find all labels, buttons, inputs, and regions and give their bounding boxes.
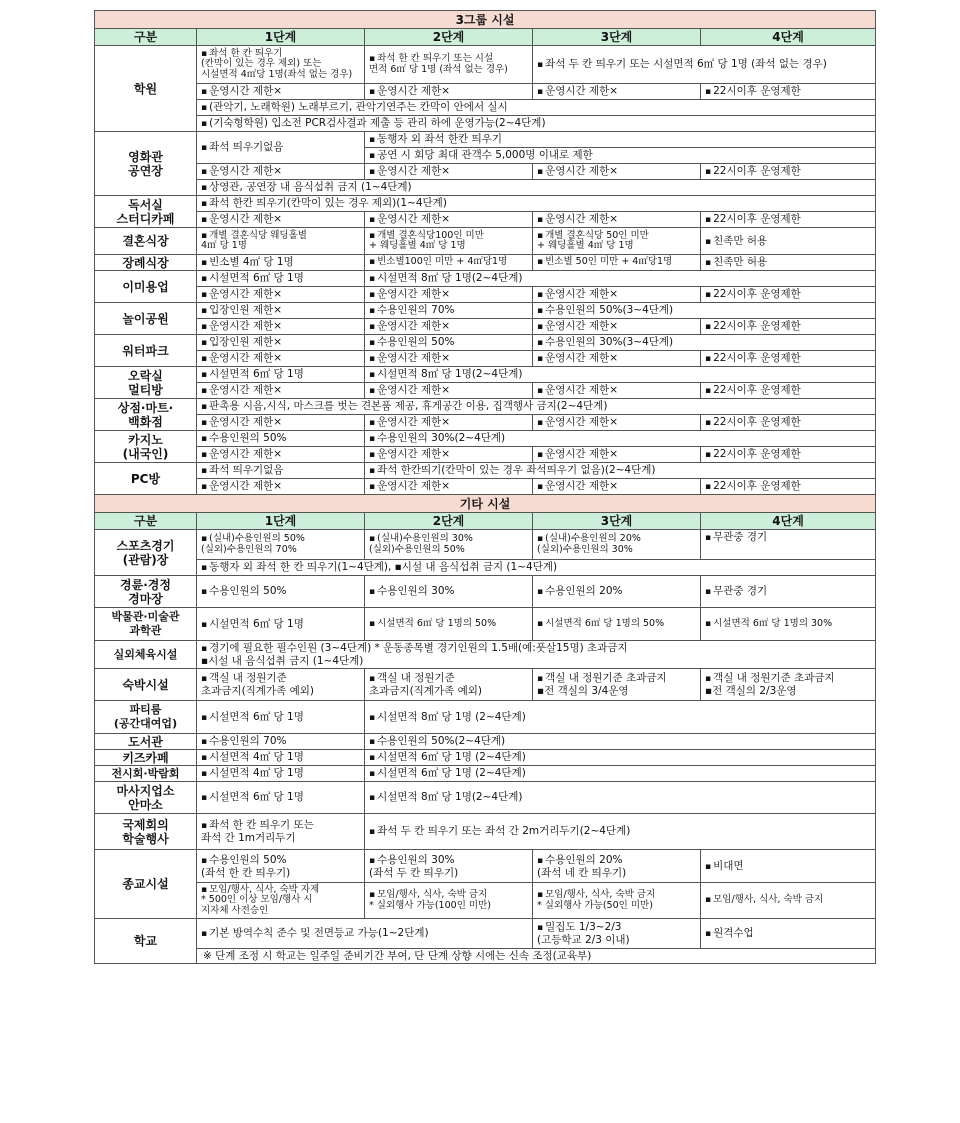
cell: ▪ 운영시간 제한× [365,479,533,495]
cell: ▪ (기숙형학원) 입소전 PCR검사결과 제출 등 관리 하에 운영가능(2~4단계) [197,116,876,132]
cell: ▪ 운영시간 제한× [365,447,533,463]
cell: ▪ 운영시간 제한× [365,415,533,431]
category-wedding: 결혼식장 [95,228,197,255]
cell: ▪ 모임/행사, 식사, 숙박 금지 [701,883,876,919]
cell: ▪ 운영시간 제한× [533,212,701,228]
cell: ▪ 좌석 한 칸 띄우기 또는 시설 면적 6㎡ 당 1명 (좌석 없는 경우) [365,46,533,84]
category-sports: 스포츠경기 (관람)장 [95,530,197,576]
cell: ▪ 좌석 띄우기없음 [197,132,365,164]
cell: ▪ 운영시간 제한× [533,479,701,495]
category-kids-cafe: 키즈카페 [95,750,197,766]
category-school: 학교 [95,919,197,964]
header-stage2: 2단계 [365,29,533,46]
header-stage3: 3단계 [533,513,701,530]
cell: ▪ 비대면 [701,850,876,883]
cell: ▪ 개별 결혼식당100인 미만 + 웨딩홀별 4㎡ 당 1명 [365,228,533,255]
cell: ▪ 시설면적 6㎡ 당 1명 (2~4단계) [365,750,876,766]
cell: ▪ 시설면적 6㎡ 당 1명의 50% [533,608,701,641]
cell: ▪ 수용인원의 50% [365,335,533,351]
category-library: 도서관 [95,734,197,750]
cell: ▪ 무관중 경기 [701,530,876,560]
cell: ▪ 시설면적 6㎡ 당 1명 [197,367,365,383]
cell: ▪ 운영시간 제한× [197,84,365,100]
cell: ▪ 수용인원의 50% (좌석 한 칸 띄우기) [197,850,365,883]
cell: ▪ 시설면적 4㎡ 당 1명 [197,750,365,766]
cell: ▪ 운영시간 제한× [533,164,701,180]
category-beauty: 이미용업 [95,271,197,303]
cell: ▪ 운영시간 제한× [197,164,365,180]
cell: ▪ 객실 내 정원기준 초과금지(직계가족 예외) [365,669,533,701]
cell: ▪ 22시이후 운영제한 [701,479,876,495]
cell: ▪ 수용인원의 50% [197,431,365,447]
category-cinema: 영화관 공연장 [95,132,197,196]
cell: ▪ 입장인원 제한× [197,303,365,319]
section-title-group3: 3그룹 시설 [95,11,876,29]
category-arcade: 오락실 멀티방 [95,367,197,399]
cell: ▪ 수용인원의 20% [533,576,701,608]
cell: ▪ 수용인원의 30% [365,576,533,608]
cell: ▪ 운영시간 제한× [365,351,533,367]
cell: ▪ 빈소별 4㎡ 당 1명 [197,255,365,271]
cell: ▪ 동행자 외 좌석 한칸 띄우기 [365,132,876,148]
cell: ▪ 운영시간 제한× [533,415,701,431]
cell: ▪ 운영시간 제한× [533,287,701,303]
header-stage3: 3단계 [533,29,701,46]
cell: ▪ 객실 내 정원기준 초과금지(직계가족 예외) [197,669,365,701]
category-outdoor-sports: 실외체육시설 [95,641,197,669]
cell: ▪ 개별 결혼식당 50인 미만 + 웨딩홀별 4㎡ 당 1명 [533,228,701,255]
cell: ▪ 수용인원의 50% [197,576,365,608]
header-stage4: 4단계 [701,513,876,530]
category-casino: 카지노 (내국인) [95,431,197,463]
category-lodging: 숙박시설 [95,669,197,701]
cell: ▪ 22시이후 운영제한 [701,319,876,335]
category-study: 독서실 스터디카페 [95,196,197,228]
cell: ▪ 동행자 외 좌석 한 칸 띄우기(1~4단계), ▪시설 내 음식섭취 금지 (1~4단계) [197,560,876,576]
cell: ▪ 운영시간 제한× [533,383,701,399]
cell: ▪ 모임/행사, 식사, 숙박 금지 * 실외행사 가능(100인 미만) [365,883,533,919]
category-conference: 국제회의 학술행사 [95,814,197,850]
cell: ▪ 좌석 한 칸 띄우기 (칸막이 있는 경우 제외) 또는 시설면적 4㎡당 1명(좌석 없는 경우) [197,46,365,84]
cell: ▪ 운영시간 제한× [365,212,533,228]
cell: ▪ 밀집도 1/3~2/3 (고등학교 2/3 이내) [533,919,701,949]
cell: ▪ 개별 결혼식당 웨딩홀별 4㎡ 당 1명 [197,228,365,255]
cell: ▪ 운영시간 제한× [197,287,365,303]
cell: ▪ 객실 내 정원기준 초과금지 ▪전 객실의 3/4운영 [533,669,701,701]
cell: ▪ 좌석 띄우기없음 [197,463,365,479]
cell: ▪ 공연 시 회당 최대 관객수 5,000명 이내로 제한 [365,148,876,164]
cell: ▪ 시설면적 8㎡ 당 1명(2~4단계) [365,367,876,383]
cell: ▪ 모임/행사, 식사, 숙박 금지 * 실외행사 가능(50인 미만) [533,883,701,919]
category-waterpark: 워터파크 [95,335,197,367]
cell: ▪ 판촉용 시음,시식, 마스크를 벗는 견본품 제공, 휴게공간 이용, 집객행사 금지(2~4단계) [197,399,876,415]
cell: ▪ 좌석 한칸 띄우기(칸막이 있는 경우 제외)(1~4단계) [197,196,876,212]
cell: ▪ 22시이후 운영제한 [701,212,876,228]
cell: ▪ 운영시간 제한× [197,319,365,335]
cell: ▪ 운영시간 제한× [365,164,533,180]
cell: ▪ (실내)수용인원의 20% (실외)수용인원의 30% [533,530,701,560]
header-category: 구분 [95,29,197,46]
cell: ▪ (실내)수용인원의 30% (실외)수용인원의 50% [365,530,533,560]
cell: ▪ 운영시간 제한× [365,84,533,100]
cell: ▪ 수용인원의 70% [365,303,533,319]
cell: ▪ 친족만 허용 [701,255,876,271]
cell: ▪ 객실 내 정원기준 초과금지 ▪전 객실의 2/3운영 [701,669,876,701]
cell: ▪ 좌석 두 칸 띄우기 또는 시설면적 6㎡ 당 1명 (좌석 없는 경우) [533,46,876,84]
cell: ▪ 22시이후 운영제한 [701,164,876,180]
cell: ▪ 좌석 한칸띄기(칸막이 있는 경우 좌석띄우기 없음)(2~4단계) [365,463,876,479]
cell: ▪ 수용인원의 30%(2~4단계) [365,431,876,447]
category-expo: 전시회·박람회 [95,766,197,782]
cell: ▪ 상영관, 공연장 내 음식섭취 금지 (1~4단계) [197,180,876,196]
cell: ▪ 시설면적 6㎡ 당 1명 [197,271,365,287]
cell: ▪ 운영시간 제한× [533,319,701,335]
cell: ▪ 무관중 경기 [701,576,876,608]
category-mart: 상점·마트· 백화점 [95,399,197,431]
cell: ▪ 운영시간 제한× [197,415,365,431]
cell: ▪ 입장인원 제한× [197,335,365,351]
category-hakwon: 학원 [95,46,197,132]
cell: ▪ (관악기, 노래학원) 노래부르기, 관악기연주는 칸막이 안에서 실시 [197,100,876,116]
cell: ▪ 시설면적 6㎡ 당 1명 [197,608,365,641]
cell: ▪ 시설면적 6㎡ 당 1명의 50% [365,608,533,641]
cell: ▪ 수용인원의 30%(3~4단계) [533,335,876,351]
cell: ▪ 운영시간 제한× [197,351,365,367]
section-title-etc: 기타 시설 [95,495,876,513]
cell: ▪ 운영시간 제한× [533,84,701,100]
cell: ▪ 22시이후 운영제한 [701,415,876,431]
cell: ▪ 빈소별100인 미만 + 4㎡당1명 [365,255,533,271]
category-museum: 박물관·미술관 과학관 [95,608,197,641]
cell: ▪ 수용인원의 50%(2~4단계) [365,734,876,750]
cell: ▪ 수용인원의 20% (좌석 네 칸 띄우기) [533,850,701,883]
cell: ▪ 모임/행사, 식사, 숙박 자제 * 500인 이상 모임/행사 시 지자체 사전승인 [197,883,365,919]
category-religion: 종교시설 [95,850,197,919]
cell: ▪ 22시이후 운영제한 [701,383,876,399]
header-stage4: 4단계 [701,29,876,46]
header-stage1: 1단계 [197,29,365,46]
cell: ▪ 시설면적 6㎡ 당 1명 [197,782,365,814]
cell: ▪ 운영시간 제한× [197,479,365,495]
school-note: ※ 단계 조정 시 학교는 일주일 준비기간 부여, 단 단계 상향 시에는 신속 조정(교육부) [197,949,876,964]
cell: ▪ 운영시간 제한× [533,351,701,367]
cell: ▪ 친족만 허용 [701,228,876,255]
cell: ▪ 운영시간 제한× [197,447,365,463]
cell: ▪ 원격수업 [701,919,876,949]
cell: ▪ 운영시간 제한× [533,447,701,463]
category-party-room: 파티룸 (공간대여업) [95,701,197,734]
cell: ▪ 시설면적 8㎡ 당 1명(2~4단계) [365,271,876,287]
cell: ▪ 운영시간 제한× [197,212,365,228]
cell: ▪ 경기에 필요한 필수인원 (3~4단계) * 운동종목별 경기인원의 1.5배(예:풋살15명) 초과금지 ▪시설 내 음식섭취 금지 (1~4단계) [197,641,876,669]
cell: ▪ 운영시간 제한× [365,383,533,399]
cell: ▪ 빈소별 50인 미만 + 4㎡당1명 [533,255,701,271]
cell: ▪ 시설면적 4㎡ 당 1명 [197,766,365,782]
header-stage1: 1단계 [197,513,365,530]
cell: ▪ 시설면적 6㎡ 당 1명 (2~4단계) [365,766,876,782]
cell: ▪ 좌석 두 칸 띄우기 또는 좌석 간 2m거리두기(2~4단계) [365,814,876,850]
category-amusement-park: 놀이공원 [95,303,197,335]
category-funeral: 장례식장 [95,255,197,271]
category-race: 경륜·경정 경마장 [95,576,197,608]
cell: ▪ 시설면적 6㎡ 당 1명의 30% [701,608,876,641]
cell: ▪ 22시이후 운영제한 [701,287,876,303]
cell: ▪ 좌석 한 칸 띄우기 또는 좌석 간 1m거리두기 [197,814,365,850]
cell: ▪ 22시이후 운영제한 [701,84,876,100]
cell: ▪ 시설면적 6㎡ 당 1명 [197,701,365,734]
cell: ▪ 기본 방역수칙 준수 및 전면등교 가능(1~2단계) [197,919,533,949]
cell: ▪ 22시이후 운영제한 [701,351,876,367]
cell: ▪ 운영시간 제한× [197,383,365,399]
cell: ▪ 수용인원의 30% (좌석 두 칸 띄우기) [365,850,533,883]
cell: ▪ 운영시간 제한× [365,287,533,303]
cell: ▪ 시설면적 8㎡ 당 1명(2~4단계) [365,782,876,814]
cell: ▪ 운영시간 제한× [365,319,533,335]
header-stage2: 2단계 [365,513,533,530]
category-pc-room: PC방 [95,463,197,495]
category-massage: 마사지업소 안마소 [95,782,197,814]
cell: ▪ 22시이후 운영제한 [701,447,876,463]
cell: ▪ 수용인원의 70% [197,734,365,750]
cell: ▪ (실내)수용인원의 50% (실외)수용인원의 70% [197,530,365,560]
cell: ▪ 시설면적 8㎡ 당 1명 (2~4단계) [365,701,876,734]
regulation-table [94,10,875,964]
header-category: 구분 [95,513,197,530]
cell: ▪ 수용인원의 50%(3~4단계) [533,303,876,319]
